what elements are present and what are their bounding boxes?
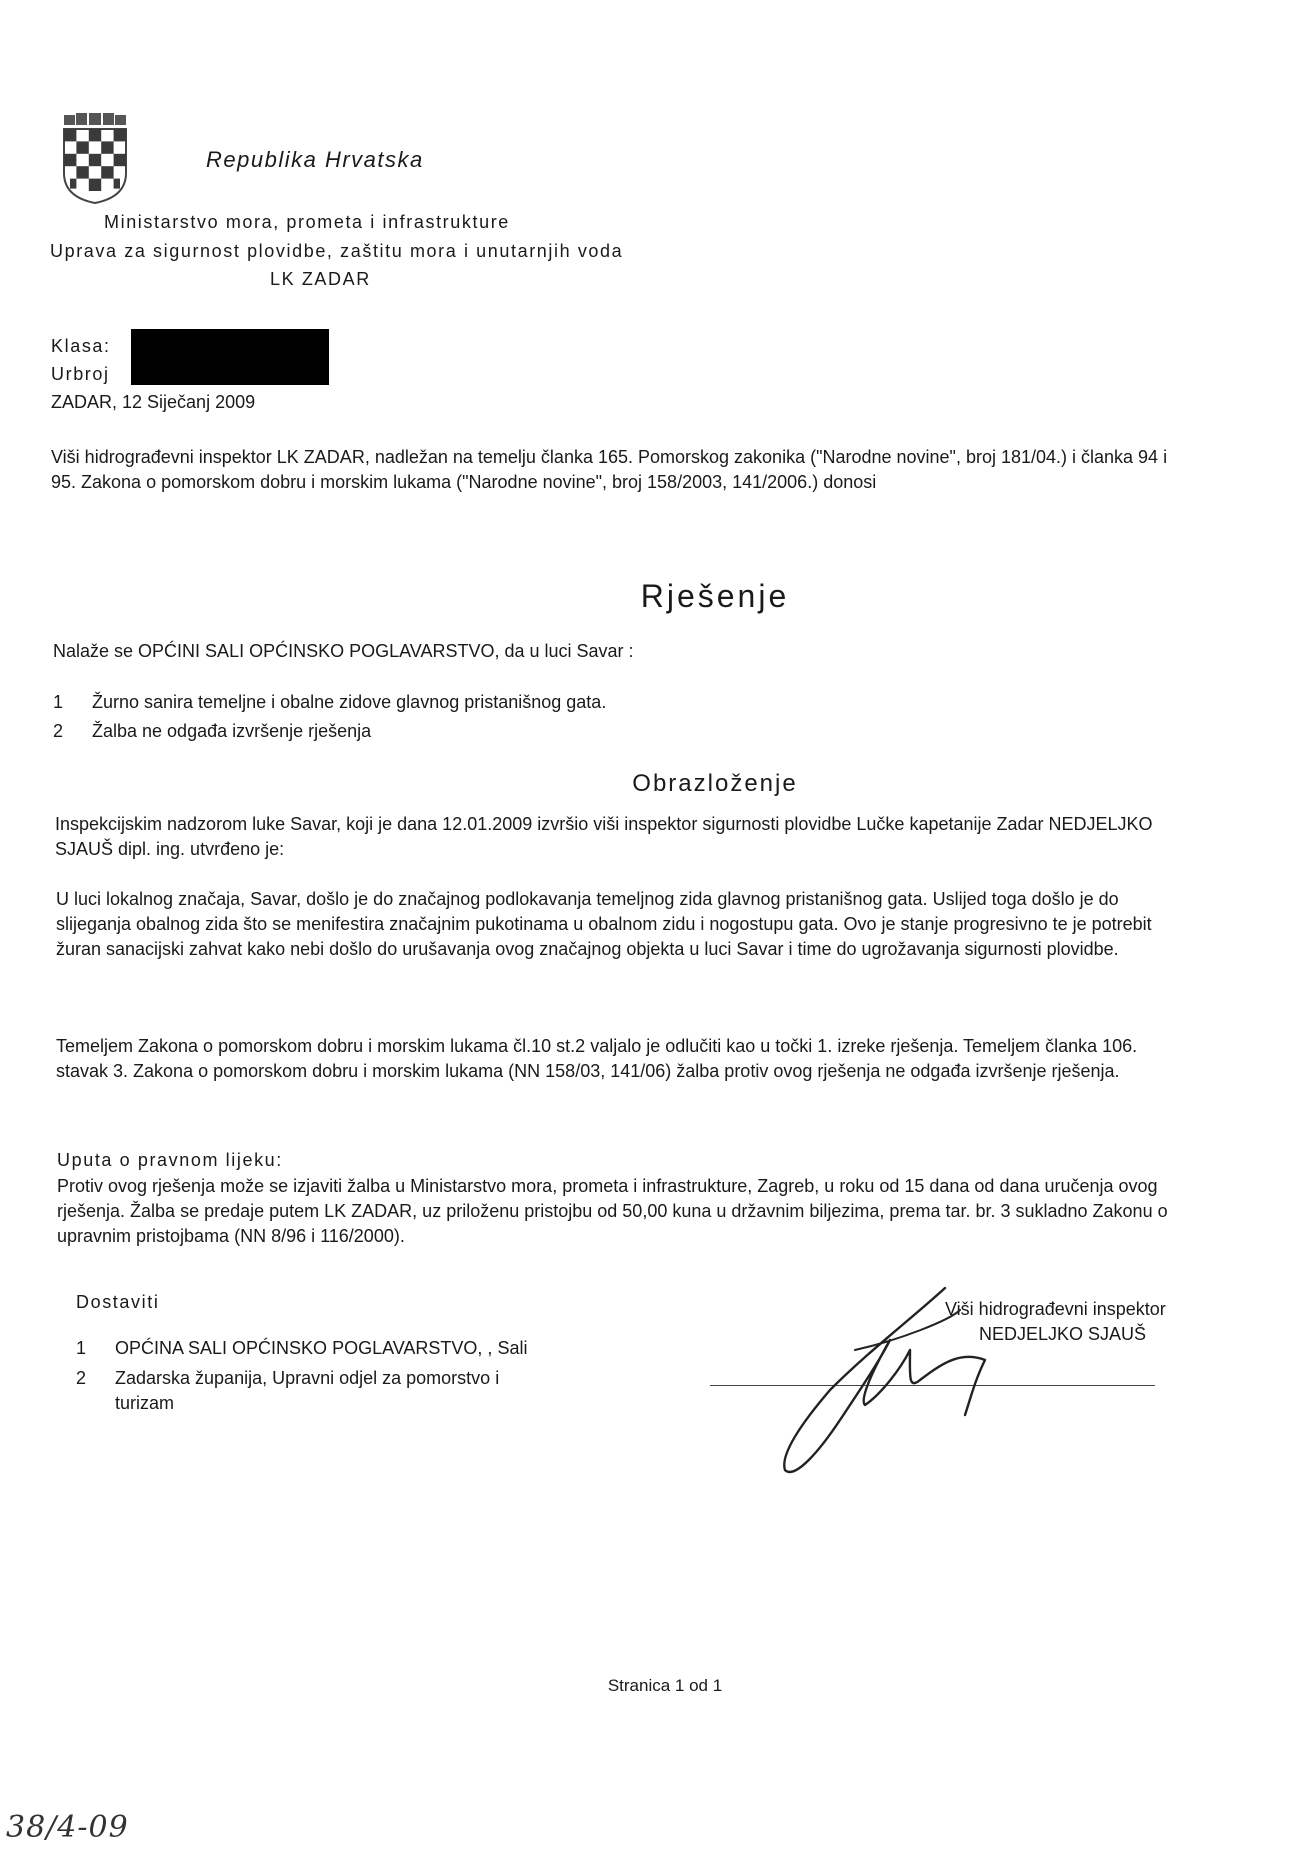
item-text: Žurno sanira temeljne i obalne zidove glavnog pristanišnog gata. [92, 692, 607, 712]
explanation-paragraph-2: U luci lokalnog značaja, Savar, došlo je do značajnog podlokavanja temeljnog zida glavnog pristanišnog gata. Uslijed toga došlo je do slijeganja obalnog zida što se menifestira značajnim pukotinama u obalnom zidu i nogostupu gata. Ovo je stanje progresivno te je potrebit žuran sanacijski zahvat kako nebi došlo do urušavanja ovog značajnog objekta u luci Savar i time do ugrožavanja sigurnosti plovidbe. [56, 889, 1152, 959]
signatory-name: NEDJELJKO SJAUŠ [979, 1324, 1147, 1344]
country-name: Republika Hrvatska [206, 147, 424, 172]
decision-order: Nalaže se OPĆINI SALI OPĆINSKO POGLAVARSTVO, da u luci Savar : [53, 641, 634, 661]
urbroj-label: Urbroj [51, 364, 110, 384]
recipient-item [76, 1336, 555, 1361]
recipient-text: OPĆINA SALI OPĆINSKO POGLAVARSTVO, , Sali [115, 1338, 528, 1358]
recipient-number: 1 [76, 1338, 87, 1358]
decision-item [53, 719, 371, 744]
page-number: Stranica 1 od 1 [607, 1676, 723, 1695]
croatian-coat-of-arms-icon [60, 113, 130, 205]
legal-remedy-title: Uputa o pravnom lijeku: [57, 1150, 283, 1170]
item-text: Žalba ne odgađa izvršenje rješenja [92, 721, 372, 741]
decision-item [53, 690, 606, 715]
explanation-paragraph-3: Temeljem Zakona o pomorskom dobru i morskim lukama čl.10 st.2 valjalo je odlučiti kao u točki 1. izreke rješenja. Temeljem članka 106. stavak 3. Zakona o pomorskom dobru i morskim lukama (NN 158/03, 141/06) žalba protiv ovog rješenja ne odgađa izvršenje rješenja. [56, 1036, 1138, 1081]
explanation-title: Obrazloženje [632, 770, 798, 797]
delivery-title: Dostaviti [76, 1292, 160, 1312]
recipient-number: 2 [76, 1368, 87, 1388]
ministry-name: Ministarstvo mora, prometa i infrastrukture [104, 212, 510, 232]
handwritten-note: 38/4-09 [6, 1810, 129, 1845]
recipient-item [76, 1366, 555, 1416]
item-number: 2 [53, 721, 64, 741]
explanation-paragraph-1: Inspekcijskim nadzorom luke Savar, koji je dana 12.01.2009 izvršio viši inspektor sigurnosti plovidbe Lučke kapetanije Zadar NEDJELJKO SJAUŠ dipl. ing. utvrđeno je: [55, 814, 1153, 859]
signatory-title: Viši hidrograđevni inspektor [945, 1299, 1166, 1319]
intro-paragraph: Viši hidrograđevni inspektor LK ZADAR, nadležan na temelju članka 165. Pomorskog zakonika ("Narodne novine", broj 181/04.) i članka 94 i 95. Zakona o pomorskom dobru i morskim lukama ("Narodne novine", broj 158/2003, 141/2006.) donosi [51, 447, 1168, 492]
authority-name: Uprava za sigurnost plovidbe, zaštitu mora i unutarnjih voda [50, 241, 624, 261]
handwritten-signature [760, 1280, 1030, 1480]
decision-title: Rješenje [640, 578, 790, 614]
recipient-text: Zadarska županija, Upravni odjel za pomorstvo i turizam [115, 1368, 500, 1413]
office-name: LK ZADAR [270, 269, 371, 289]
document-date: ZADAR, 12 Siječanj 2009 [51, 392, 256, 412]
redaction-block [131, 329, 329, 385]
legal-remedy-text: Protiv ovog rješenja može se izjaviti žalba u Ministarstvo mora, prometa i infrastrukture, Zagreb, u roku od 15 dana od dana uručenja ovog rješenja. Žalba se predaje putem LK ZADAR, uz priloženu pristojbu od 50,00 kuna u državnim biljezima, prema tar. br. 3 sukladno Zakonu o upravnim pristojbama (NN 8/96 i 116/2000). [57, 1176, 1168, 1246]
klasa-label: Klasa: [51, 336, 111, 356]
item-number: 1 [53, 692, 64, 712]
